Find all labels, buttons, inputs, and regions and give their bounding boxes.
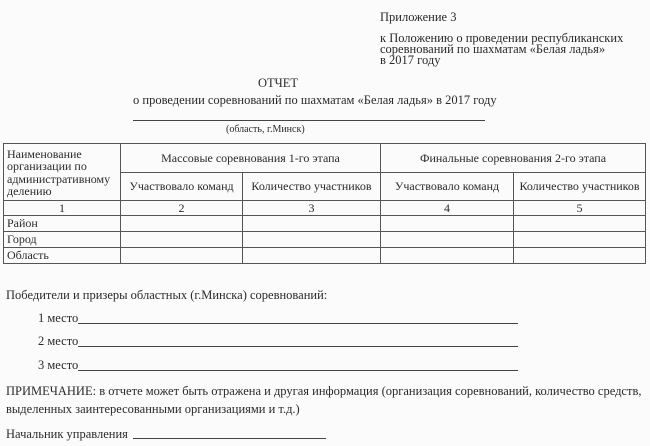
table-cell[interactable] <box>514 232 646 248</box>
table-cell[interactable] <box>121 216 243 232</box>
col-number: 2 <box>121 201 243 216</box>
group1-header: Массовые соревнования 1-го этапа <box>121 144 381 173</box>
report-heading: ОТЧЕТ <box>258 76 299 90</box>
appendix-ref-line1: к Положению о проведении республиканских <box>380 31 624 45</box>
table-cell[interactable] <box>121 232 243 248</box>
row-label-city: Город <box>4 232 121 248</box>
table-cell[interactable] <box>514 248 646 264</box>
col-number: 1 <box>4 201 121 216</box>
region-blank-line <box>133 120 485 121</box>
appendix-reference <box>380 33 623 66</box>
table-row <box>4 216 646 232</box>
place-3-line[interactable] <box>78 370 518 371</box>
place-1-label: 1 место <box>38 311 79 325</box>
row-label-region: Область <box>4 248 121 264</box>
table-cell[interactable] <box>243 248 381 264</box>
note-line1: ПРИМЕЧАНИЕ: в отчете может быть отражена и другая информация (организация соревнований, количество средств, <box>6 384 642 398</box>
row-label-district: Район <box>4 216 121 232</box>
subheader-participants-1: Количество участников <box>243 173 381 201</box>
appendix-ref-line2: соревнований по шахматам «Белая ладья» <box>380 42 606 56</box>
table-number-row <box>4 201 646 216</box>
subheader-teams-1: Участвовало команд <box>121 173 243 201</box>
table-cell[interactable] <box>121 248 243 264</box>
table-cell[interactable] <box>381 248 514 264</box>
appendix-ref-line3: в 2017 году <box>380 53 441 67</box>
region-caption: (область, г.Минск) <box>226 124 305 135</box>
place-2-line[interactable] <box>78 346 518 347</box>
table-row <box>4 248 646 264</box>
col-number: 3 <box>243 201 381 216</box>
table-cell[interactable] <box>381 232 514 248</box>
place-2-label: 2 место <box>38 334 79 348</box>
col-number: 4 <box>381 201 514 216</box>
signature-label: Начальник управления <box>6 427 128 441</box>
place-1-line[interactable] <box>78 323 518 324</box>
note-line2: выделенных заинтересованными организациями и т.д.) <box>6 402 300 416</box>
group2-header: Финальные соревнования 2-го этапа <box>381 144 646 173</box>
appendix-title: Приложение 3 <box>380 10 457 24</box>
signature-line[interactable] <box>133 438 326 439</box>
table-cell[interactable] <box>381 216 514 232</box>
winners-heading: Победители и призеры областных (г.Минска) соревнований: <box>6 288 328 302</box>
table-header-row <box>4 144 646 173</box>
col-number: 5 <box>514 201 646 216</box>
col-name-header: Наименование организации по административному делению <box>4 144 121 201</box>
table-cell[interactable] <box>243 216 381 232</box>
report-table <box>3 143 646 264</box>
table-cell[interactable] <box>243 232 381 248</box>
table-cell[interactable] <box>514 216 646 232</box>
place-3-label: 3 место <box>38 358 79 372</box>
subheader-teams-2: Участвовало команд <box>381 173 514 201</box>
table-row <box>4 232 646 248</box>
subheader-participants-2: Количество участников <box>514 173 646 201</box>
report-subtitle: о проведении соревнований по шахматам «Белая ладья» в 2017 году <box>133 93 497 107</box>
